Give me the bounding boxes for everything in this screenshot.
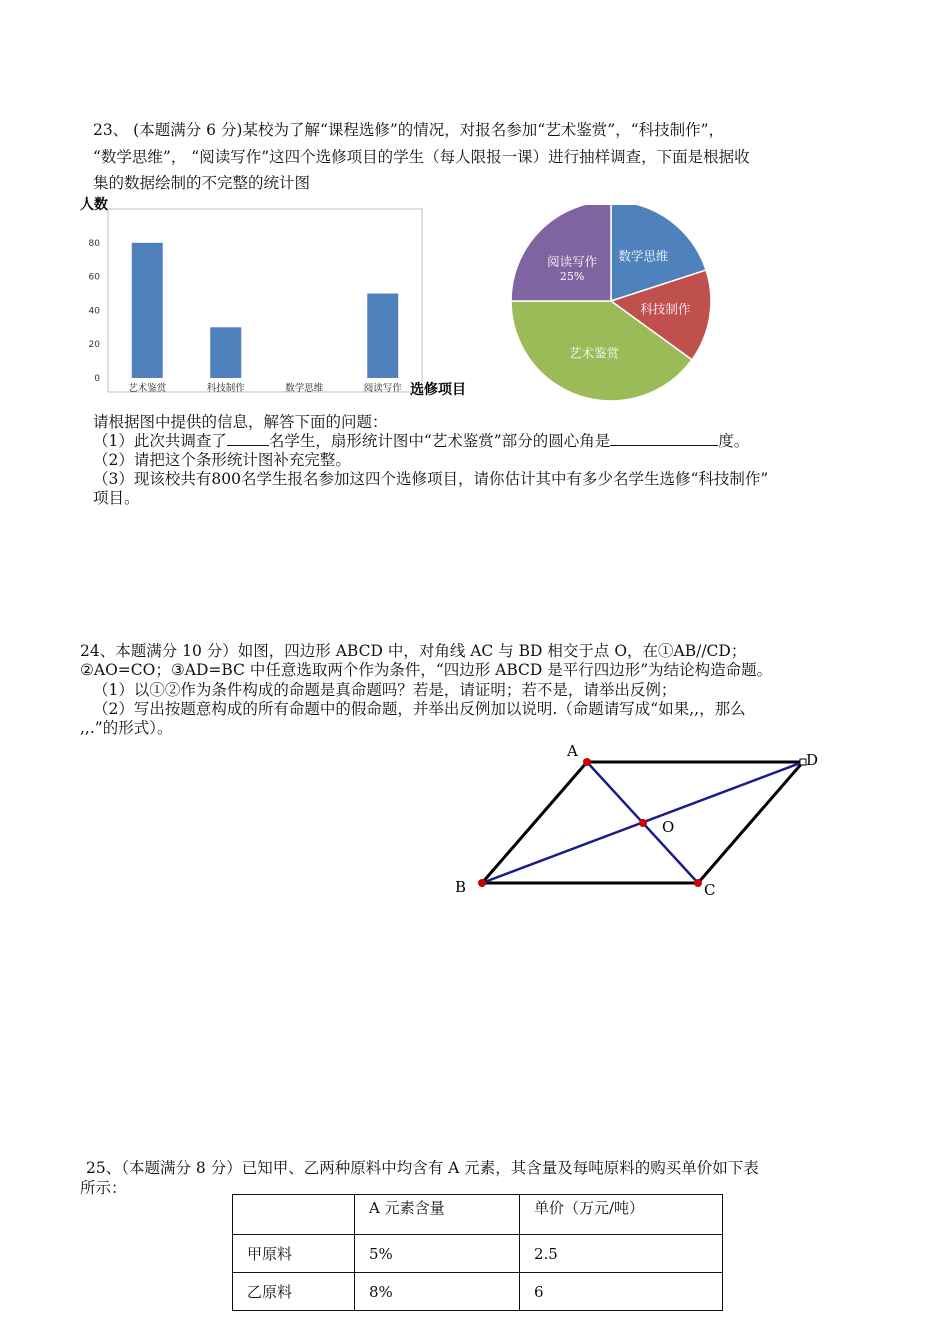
problem-23-line-3: 集的数据绘制的不完整的统计图	[93, 174, 311, 192]
pie-slice-label: 数学思维	[618, 248, 669, 264]
table-cell: 5%	[355, 1235, 520, 1273]
point-a	[583, 758, 591, 766]
pie-slice-label: 艺术鉴赏	[568, 345, 620, 361]
point-b	[478, 879, 486, 887]
table-header-row	[233, 1195, 723, 1235]
problem-23-line-1: 23、 (本题满分 6 分)某校为了解“课程选修”的情况，对报名参加“艺术鉴赏”，“科技制作”，	[93, 121, 725, 139]
point-c	[694, 879, 702, 887]
bar-chart-ytick: 80	[88, 238, 100, 249]
bar-2	[210, 327, 241, 378]
bar-chart-category-label: 科技制作	[206, 383, 245, 394]
label-d: D	[806, 751, 819, 769]
q1-part-a: （1）此次共调查了	[93, 432, 227, 450]
problem-25-line-1: 25、（本题满分 8 分）已知甲、乙两种原料中均含有 A 元素，其含量及每吨原料的购买单价如下表	[86, 1159, 759, 1177]
table-cell: 8%	[355, 1273, 520, 1311]
pie-chart	[505, 205, 720, 405]
materials-table	[232, 1194, 723, 1311]
pie-slice-label: 科技制作	[640, 301, 691, 317]
bar-chart-category-label: 阅读写作	[363, 383, 402, 394]
bar-chart-ytick: 40	[88, 306, 100, 317]
q1-part-c: 度。	[718, 432, 750, 450]
bar-chart-ytick: 0	[94, 374, 100, 384]
table-header-cell: A 元素含量	[355, 1195, 520, 1235]
table-cell: 6	[520, 1273, 723, 1311]
pie-slice-percent: 25%	[559, 270, 585, 284]
bar-chart-category-label: 艺术鉴赏	[128, 383, 167, 394]
problem-25-line-2: 所示：	[80, 1179, 127, 1197]
bar-chart-ylabel: 人数	[80, 197, 108, 213]
table-cell: 2.5	[520, 1235, 723, 1273]
problem-24-line-3: （1）以①②作为条件构成的命题是真命题吗？若是，请证明；若不是，请举出反例；	[93, 681, 677, 699]
problem-23-line-2: “数学思维”， “阅读写作”这四个选修项目的学生（每人限报一课）进行抽样调查，下面是根据收	[93, 148, 750, 166]
label-o: O	[662, 818, 675, 836]
pie-slice-4	[511, 205, 611, 301]
problem-24-line-5: ,,.”的形式）。	[80, 719, 173, 737]
problem-23-question-3-cont: 项目。	[93, 489, 140, 507]
problem-24-line-1: 24、本题满分 10 分）如图，四边形 ABCD 中，对角线 AC 与 BD 相交于点 O，在①AB//CD；	[80, 642, 747, 660]
side-ab	[482, 762, 587, 883]
problem-23-question-3: （3）现该校共有800名学生报名参加这四个选修项目，请你估计其中有多少名学生选修“科技制作”	[93, 470, 769, 488]
bar-4	[367, 294, 398, 379]
bar-chart-xlabel: 选修项目	[410, 382, 466, 398]
bar-chart-ytick: 60	[88, 272, 100, 283]
bar-1	[132, 243, 163, 378]
table-header-cell: 单价（万元/吨）	[520, 1195, 723, 1235]
table-cell: 乙原料	[233, 1273, 355, 1311]
answer-blank-count[interactable]	[227, 431, 269, 446]
label-b: B	[455, 878, 467, 896]
problem-23-question-2: （2）请把这个条形统计图补充完整。	[93, 451, 351, 469]
bar-chart-ytick: 20	[88, 340, 100, 351]
pie-slice-label: 阅读写作	[547, 254, 598, 270]
table-row	[233, 1273, 723, 1311]
point-o	[639, 819, 647, 827]
problem-23-intro: 请根据图中提供的信息，解答下面的问题：	[93, 413, 388, 431]
label-c: C	[704, 881, 716, 899]
table-row	[233, 1235, 723, 1273]
answer-blank-angle[interactable]	[610, 431, 718, 446]
problem-23-question-1	[93, 431, 749, 451]
parallelogram-figure	[440, 740, 830, 905]
label-a: A	[567, 742, 578, 760]
table-cell: 甲原料	[233, 1235, 355, 1273]
side-cd	[698, 762, 803, 883]
table-header-cell	[233, 1195, 355, 1235]
bar-chart	[80, 195, 480, 400]
q1-part-b: 名学生，扇形统计图中“艺术鉴赏”部分的圆心角是	[268, 432, 611, 450]
problem-24-line-2: ②AO=CO；③AD=BC 中任意选取两个作为条件，“四边形 ABCD 是平行四边形”为结论构造命题。	[80, 661, 773, 679]
problem-24-line-4: （2）写出按题意构成的所有命题中的假命题，并举出反例加以说明.（命题请写成“如果,,，那么	[93, 700, 746, 718]
bar-chart-category-label: 数学思维	[285, 383, 324, 394]
